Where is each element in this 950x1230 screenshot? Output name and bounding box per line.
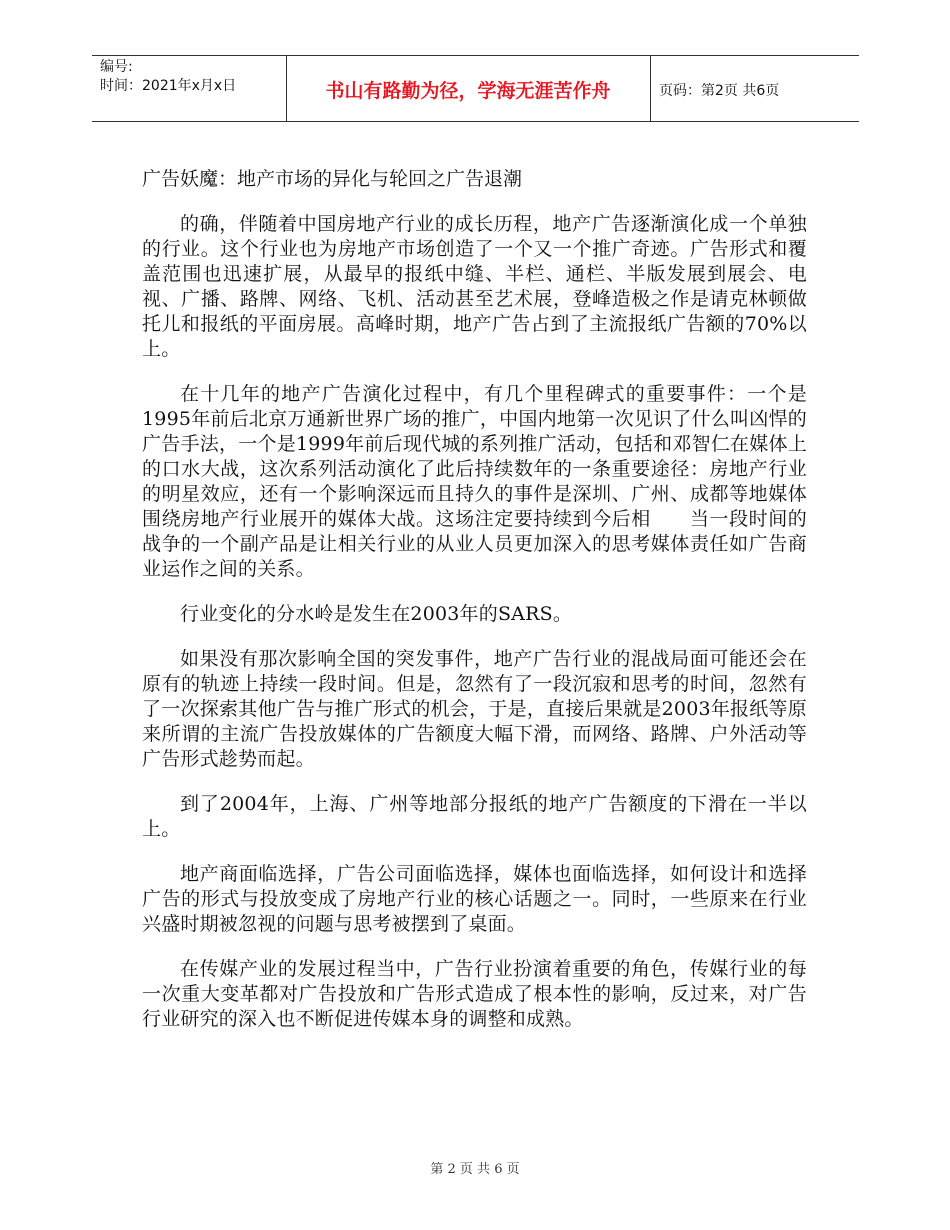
paragraph: 在传媒产业的发展过程当中，广告行业扮演着重要的角色，传媒行业的每一次重大变革都对广告投放和广告形式造成了根本性的影响，反过来，对广告行业研究的深入也不断促进传媒本身的调整和成熟。 xyxy=(142,958,807,1030)
paragraph: 的确，伴随着中国房地产行业的成长历程，地产广告逐渐演化成一个单独的行业。这个行业也为房地产市场创造了一个又一个推广奇迹。广告形式和覆盖范围也迅速扩展，从最早的报纸中缝、半栏、通栏、半版发展到展会、电视、广播、路牌、网络、飞机、活动甚至艺术展，登峰造极之作是请克林顿做托儿和报纸的平面房展。高峰时期，地产广告占到了主流报纸广告额的70%以上。 xyxy=(142,213,807,360)
paragraph: 行业变化的分水岭是发生在2003年的SARS。 xyxy=(180,603,573,625)
header-page-info: 页码：第2页 共6页 xyxy=(659,83,780,99)
header-divider-right xyxy=(650,56,651,121)
page-footer: 第 2 页 共 6 页 xyxy=(430,1162,520,1177)
paragraph: 在十几年的地产广告演化过程中，有几个里程碑式的重要事件：一个是1995年前后北京万通新世界广场的推广，中国内地第一次见识了什么叫凶悍的广告手法，一个是1999年前后现代城的系列推广活动，包括和邓智仁在媒体上的口水大战，这次系列活动演化了此后持续数年的一条重要途径：房地产行业的明星效应，还有一个影响深远而且持久的事件是深圳、广州、成都等地媒体围绕房地产行业展开的媒体大战。这场注定要持续到今后相 当一段时间的战争的一个副产品是让相关行业的从业人员更加深入的思考媒体责任如广告商业运作之间的关系。 xyxy=(142,383,807,580)
serial-number-label: 编号: xyxy=(100,59,133,75)
date-line: 时间：2021年x月x日 xyxy=(100,78,237,94)
page-header xyxy=(92,55,859,122)
paragraph: 如果没有那次影响全国的突发事件，地产广告行业的混战局面可能还会在原有的轨迹上持续一段时间。但是，忽然有了一段沉寂和思考的时间，忽然有了一次探索其他广告与推广形式的机会，于是，直接后果就是2003年报纸等原来所谓的主流广告投放媒体的广告额度大幅下滑，而网络、路牌、户外活动等广告形式趁势而起。 xyxy=(142,648,807,770)
header-meta xyxy=(100,58,236,96)
document-title: 广告妖魔：地产市场的异化与轮回之广告退潮 xyxy=(142,168,523,190)
header-motto: 书山有路勤为径，学海无涯苦作舟 xyxy=(325,80,611,102)
paragraph: 地产商面临选择，广告公司面临选择，媒体也面临选择，如何设计和选择广告的形式与投放变成了房地产行业的核心话题之一。同时，一些原来在行业兴盛时期被忽视的问题与思考被摆到了桌面。 xyxy=(142,863,807,935)
document-body xyxy=(142,167,807,1052)
paragraph: 到了2004年，上海、广州等地部分报纸的地产广告额度的下滑在一半以上。 xyxy=(142,793,807,840)
